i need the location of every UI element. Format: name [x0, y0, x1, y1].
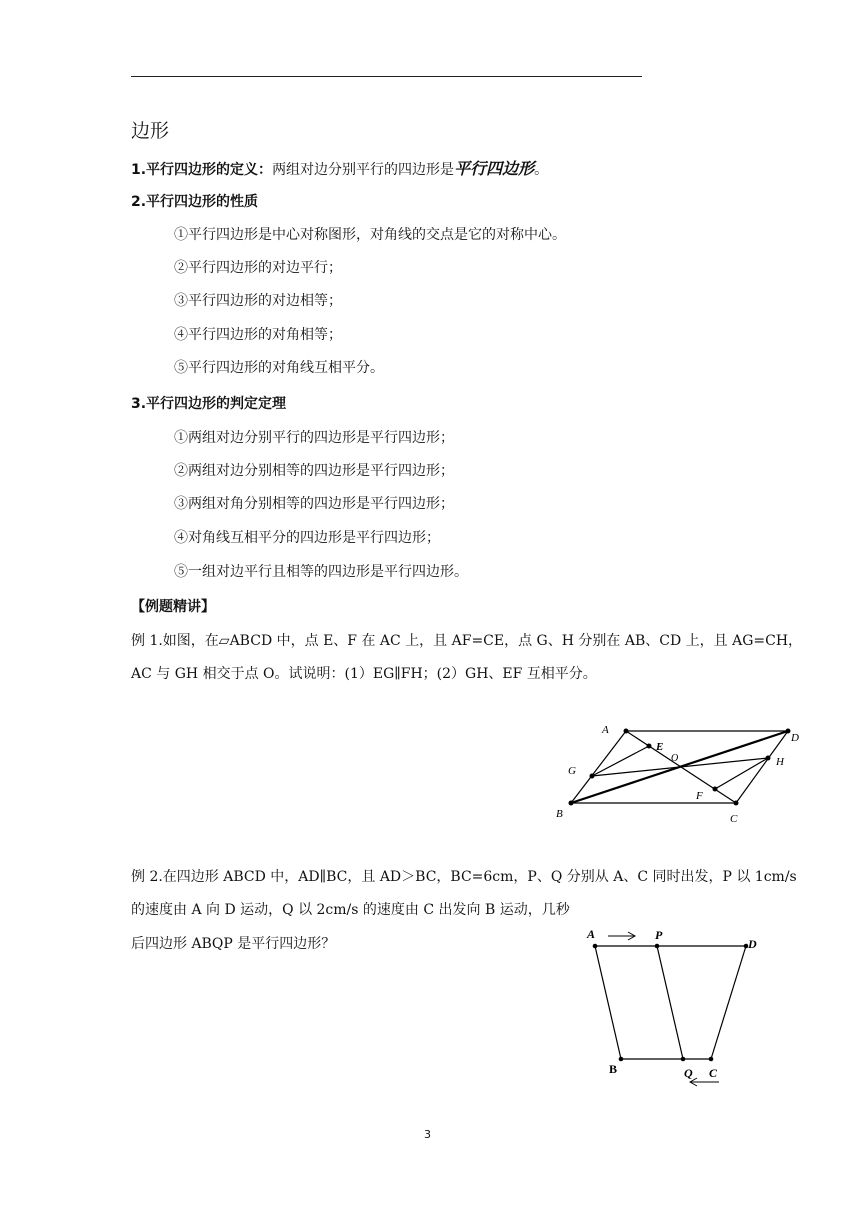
definition-end: 。 — [534, 162, 549, 178]
label-G: G — [568, 765, 576, 777]
point-P — [655, 944, 660, 949]
label-H: H — [776, 756, 784, 768]
theorems-heading: 3.平行四边形的判定定理 — [131, 396, 287, 412]
label-F: F — [696, 790, 703, 802]
theorem-item: ②两组对边分别相等的四边形是平行四边形； — [174, 463, 454, 479]
label-O: O — [671, 753, 679, 764]
label-A: A — [602, 724, 609, 736]
label-C: C — [709, 1066, 718, 1080]
label-P: P — [655, 928, 663, 942]
properties-heading: 2.平行四边形的性质 — [131, 194, 259, 210]
label-E: E — [656, 741, 664, 753]
page-number: 3 — [424, 1128, 431, 1141]
example2-line1: 例 2.在四边形 ABCD 中，AD∥BC，且 AD＞BC，BC=6cm，P、Q 分别从 A、C 同时出发，P 以 1cm/s — [131, 869, 797, 885]
point-A — [593, 944, 598, 949]
label-C: C — [730, 813, 738, 825]
example2-line3: 后四边形 ABQP 是平行四边形？ — [131, 936, 336, 952]
definition-label: 1.平行四边形的定义： — [131, 162, 273, 178]
example1-line2: AC 与 GH 相交于点 O。试说明：(1）EG∥FH；(2）GH、EF 互相平分。 — [131, 666, 597, 682]
label-A: A — [587, 927, 596, 941]
property-item: ②平行四边形的对边平行； — [174, 260, 342, 276]
label-D: D — [748, 937, 757, 951]
property-item: ①平行四边形是中心对称图形，对角线的交点是它的对称中心。 — [174, 227, 566, 243]
section-title: 边形 — [131, 120, 170, 142]
examples-heading: 【例题精讲】 — [131, 599, 215, 615]
side-AB — [595, 946, 621, 1059]
point-C — [709, 1057, 714, 1062]
segment-PQ — [657, 946, 683, 1059]
example2-line2: 的速度由 A 向 D 运动，Q 以 2cm/s 的速度由 C 出发向 B 运动，几秒 — [131, 902, 570, 918]
theorem-item: ⑤一组对边平行且相等的四边形是平行四边形。 — [174, 564, 468, 580]
theorem-item: ③两组对角分别相等的四边形是平行四边形； — [174, 496, 454, 512]
example1-line1: 例 1.如图，在▱ABCD 中，点 E、F 在 AC 上，且 AF=CE，点 G、H 分别在 AB、CD 上，且 AG=CH， — [131, 633, 803, 649]
property-item: ③平行四边形的对边相等； — [174, 293, 342, 309]
label-Q: Q — [684, 1066, 693, 1080]
side-DC — [711, 946, 746, 1059]
property-item: ④平行四边形的对角相等； — [174, 327, 342, 343]
label-D: D — [791, 732, 799, 744]
label-B: B — [609, 1062, 618, 1076]
point-B — [619, 1057, 624, 1062]
definition-text: 两组对边分别平行的四边形是 — [272, 162, 455, 178]
point-Q — [681, 1057, 686, 1062]
theorem-item: ④对角线互相平分的四边形是平行四边形； — [174, 530, 440, 546]
theorem-item: ①两组对边分别平行的四边形是平行四边形； — [174, 430, 454, 446]
definition-emphasis: 平行四边形 — [454, 159, 535, 178]
property-item: ⑤平行四边形的对角线互相平分。 — [174, 360, 384, 376]
label-B: B — [556, 808, 563, 820]
